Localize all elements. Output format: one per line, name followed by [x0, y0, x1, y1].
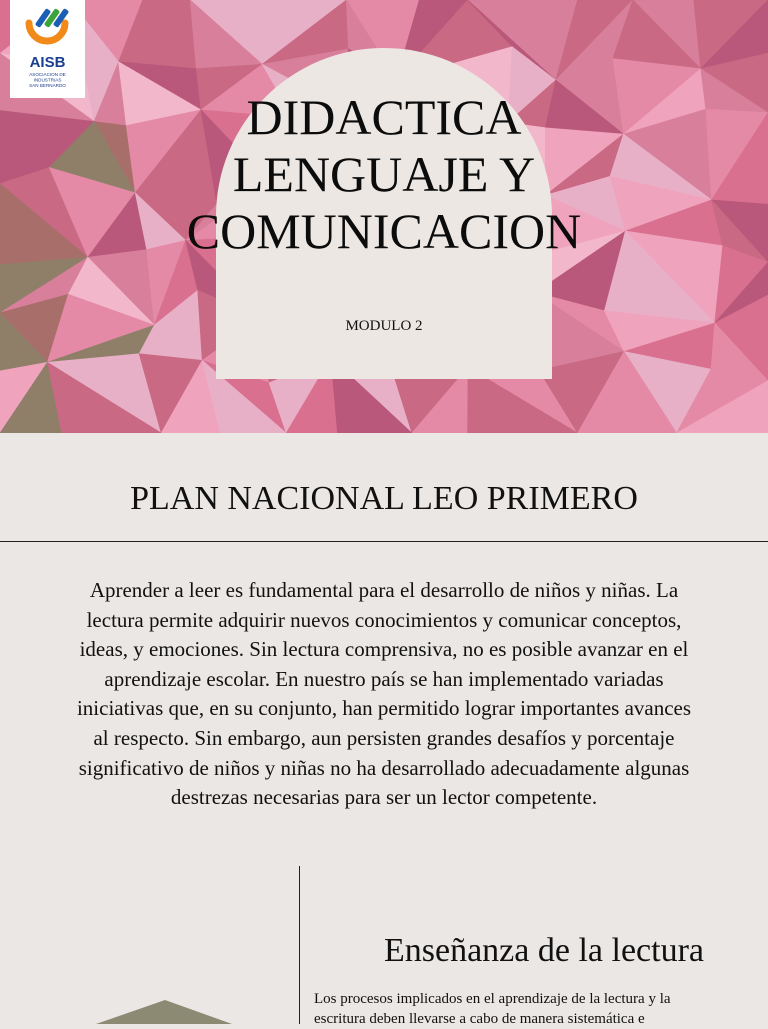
- section-heading: Enseñanza de la lectura: [300, 932, 768, 970]
- cover-title-line-1: DIDACTICA: [0, 89, 768, 146]
- section-divider: [0, 541, 768, 542]
- section-body-line-2: escritura deben llevarse a cabo de manera sistemática e: [314, 1011, 645, 1027]
- module-label: MODULO 2: [0, 318, 768, 335]
- logo-subtitle-line-2: INDUSTRIAS: [34, 78, 62, 83]
- cover-title-line-3: COMUNICACION: [0, 203, 768, 260]
- aisb-logo: [10, 0, 85, 98]
- logo-subtitle-line-1: ASOCIACION DE: [29, 72, 66, 77]
- section-body-line-1: Los procesos implicados en el aprendizaje de la lectura y la: [314, 991, 671, 1007]
- cover-hero: [0, 0, 768, 433]
- olive-triangle-shape: [96, 1000, 232, 1024]
- plan-paragraph: Aprender a leer es fundamental para el desarrollo de niños y niñas. La lectura permite adquirir nuevos conocimientos y comunicar conceptos, ideas, y emociones. Sin lectura comprensiva, no es posible avanzar en el aprendizaje escolar. En nuestro país se han implementado variadas iniciativas que, en su conjunto, han permitido lograr importantes avances al respecto. Sin embargo, aun persisten grandes desafíos y porcentaje significativo de niños y niñas no ha desarrollado adecuadamente algunas destrezas necesarias para ser un lector competente.: [76, 576, 692, 813]
- cover-title-line-2: LENGUAJE Y: [0, 146, 768, 203]
- logo-acronym: AISB: [30, 54, 66, 71]
- logo-subtitle-line-3: SAN BERNARDO: [29, 83, 66, 88]
- aisb-logo-graphic: [10, 0, 85, 98]
- plan-heading: PLAN NACIONAL LEO PRIMERO: [0, 480, 768, 518]
- section-body: [314, 989, 754, 1029]
- decorative-polygon-shape: [0, 990, 260, 1024]
